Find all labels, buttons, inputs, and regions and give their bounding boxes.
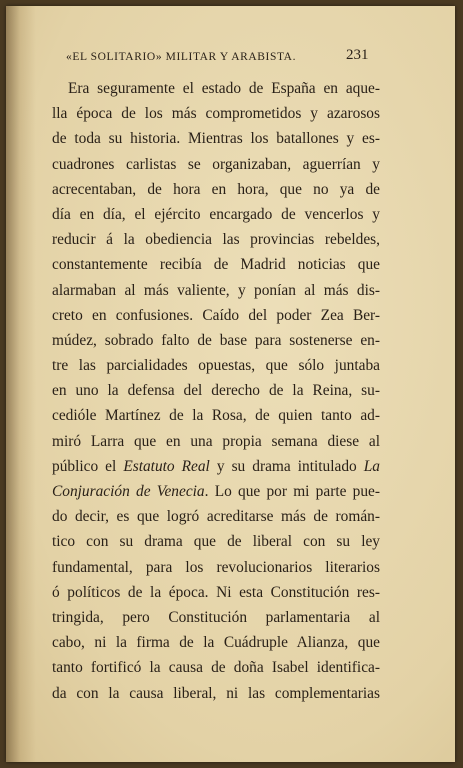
running-title: «EL SOLITARIO» MILITAR Y ARABISTA. [66, 51, 297, 63]
italic-title: Conjuración de Venecia [52, 483, 205, 500]
text-line: cabo, ni la firma de la Cuádruple Alianza, que [52, 634, 380, 652]
text-segment: público el [52, 457, 124, 475]
text-line: constantemente recibía de Madrid noticias que [52, 256, 380, 274]
italic-title: Estatuto Real [123, 457, 210, 475]
body-text [52, 76, 380, 706]
book-page [6, 6, 455, 762]
text-line: creto en confusiones. Caído del poder Zea Ber- [52, 306, 380, 324]
text-line: reducir á la obediencia las provincias rebeldes, [52, 231, 380, 249]
text-line: da con la causa liberal, ni las complementarias [52, 684, 380, 702]
text-line: tringida, pero Constitución parlamentaria al [52, 608, 380, 626]
text-line: do decir, es que logró acreditarse más de román- [52, 508, 380, 526]
text-line: cuadrones carlistas se organizaban, aguerrían y [52, 155, 380, 173]
text-line: Era seguramente el estado de España en aque- [68, 80, 380, 97]
text-line: lla época de los más comprometidos y azarosos [52, 105, 380, 123]
text-segment: . Lo que por mi parte pue- [204, 483, 380, 500]
text-line: cedióle Martínez de la Rosa, de quien tanto ad- [52, 407, 380, 425]
text-line: alarmaban al más valiente, y ponían al más dis- [52, 281, 380, 299]
italic-title: La [363, 457, 380, 475]
text-segment: y su drama intitulado [209, 457, 364, 475]
text-line: tico con su drama que de liberal con su ley [52, 533, 380, 551]
text-line [52, 454, 380, 479]
text-line: acrecentaban, de hora en hora, que no ya de [52, 180, 380, 198]
text-line [52, 479, 380, 504]
text-line: en uno la defensa del derecho de la Reina, su- [52, 382, 380, 400]
text-line: día en día, el ejército encargado de vencerlos y [52, 205, 380, 223]
text-line: miró Larra que en una propia semana diese al [52, 432, 380, 450]
text-line: tanto fortificó la causa de doña Isabel identifica- [52, 659, 380, 677]
text-line: de toda su historia. Mientras los batallones y es- [52, 130, 380, 148]
text-line: múdez, sobrado falto de base para sostenerse en- [52, 331, 380, 349]
page-number: 231 [346, 47, 369, 63]
text-line: tre las parcialidades opuestas, que sólo juntaba [52, 357, 380, 375]
text-line: ó políticos de la época. Ni esta Constitución res- [52, 583, 380, 601]
text-line: fundamental, para los revolucionarios literarios [52, 558, 380, 576]
